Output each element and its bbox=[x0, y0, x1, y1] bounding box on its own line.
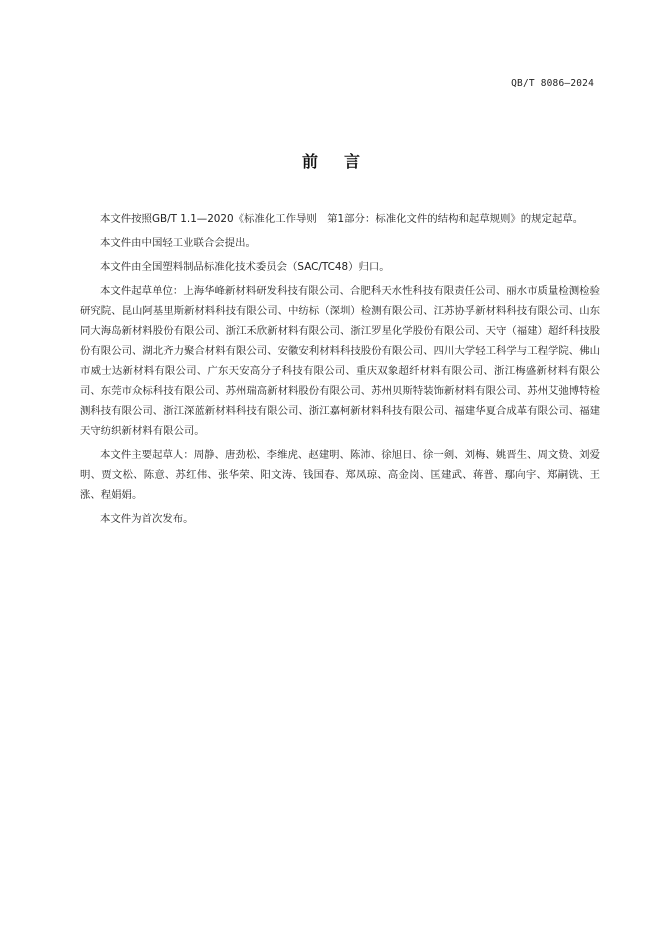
page-title: 前言 bbox=[301, 152, 386, 171]
paragraph-drafting-units: 本文件起草单位：上海华峰新材料研发科技有限公司、合肥科天水性科技有限责任公司、丽水市质量检测检验研究院、昆山阿基里斯新材料科技有限公司、中纺标（深圳）检测有限公司、江苏协孚新材料科技有限公司、山东同大海岛新材料股份有限公司、浙江禾欣新材料有限公司、浙江罗星化学股份有限公司、天守（福建）超纤科技股份有限公司、湖北齐力聚合材料有限公司、安徽安利材料科技股份有限公司、四川大学轻工科学与工程学院、佛山市威士达新材料有限公司、广东天安高分子科技有限公司、重庆双象超纤材料有限公司、浙江梅盛新材料有限公司、东莞市众标科技有限公司、苏州瑞高新材料股份有限公司、苏州贝斯特装饰新材料有限公司、苏州艾弛博特检测科技有限公司、浙江深蓝新材料科技有限公司、浙江嘉柯新材料科技有限公司、福建华夏合成革有限公司、福建天守纺织新材料有限公司。 bbox=[80, 285, 600, 437]
standard-code: QB/T 8086—2024 bbox=[511, 78, 594, 89]
foreword-body bbox=[80, 209, 600, 533]
paragraph-drafting-rules: 本文件按照GB/T 1.1—2020《标准化工作导则 第1部分：标准化文件的结构和起草规则》的规定起草。 bbox=[100, 213, 584, 225]
paragraph-proposer: 本文件由中国轻工业联合会提出。 bbox=[100, 237, 256, 249]
paragraph-committee: 本文件由全国塑料制品标准化技术委员会（SAC/TC48）归口。 bbox=[100, 261, 390, 273]
paragraph-drafters: 本文件主要起草人：周静、唐劲松、李维虎、赵建明、陈沛、徐旭日、徐一剣、刘梅、姚晋生、周文贽、刘爱明、贾文松、陈意、苏红伟、张华荣、阳文涛、钱国春、郑凤琼、高金岗、匡建武、蒋普、鄢向宇、郑嗣铣、王涨、程娟娟。 bbox=[80, 449, 600, 501]
paragraph-first-release: 本文件为首次发布。 bbox=[100, 513, 194, 525]
